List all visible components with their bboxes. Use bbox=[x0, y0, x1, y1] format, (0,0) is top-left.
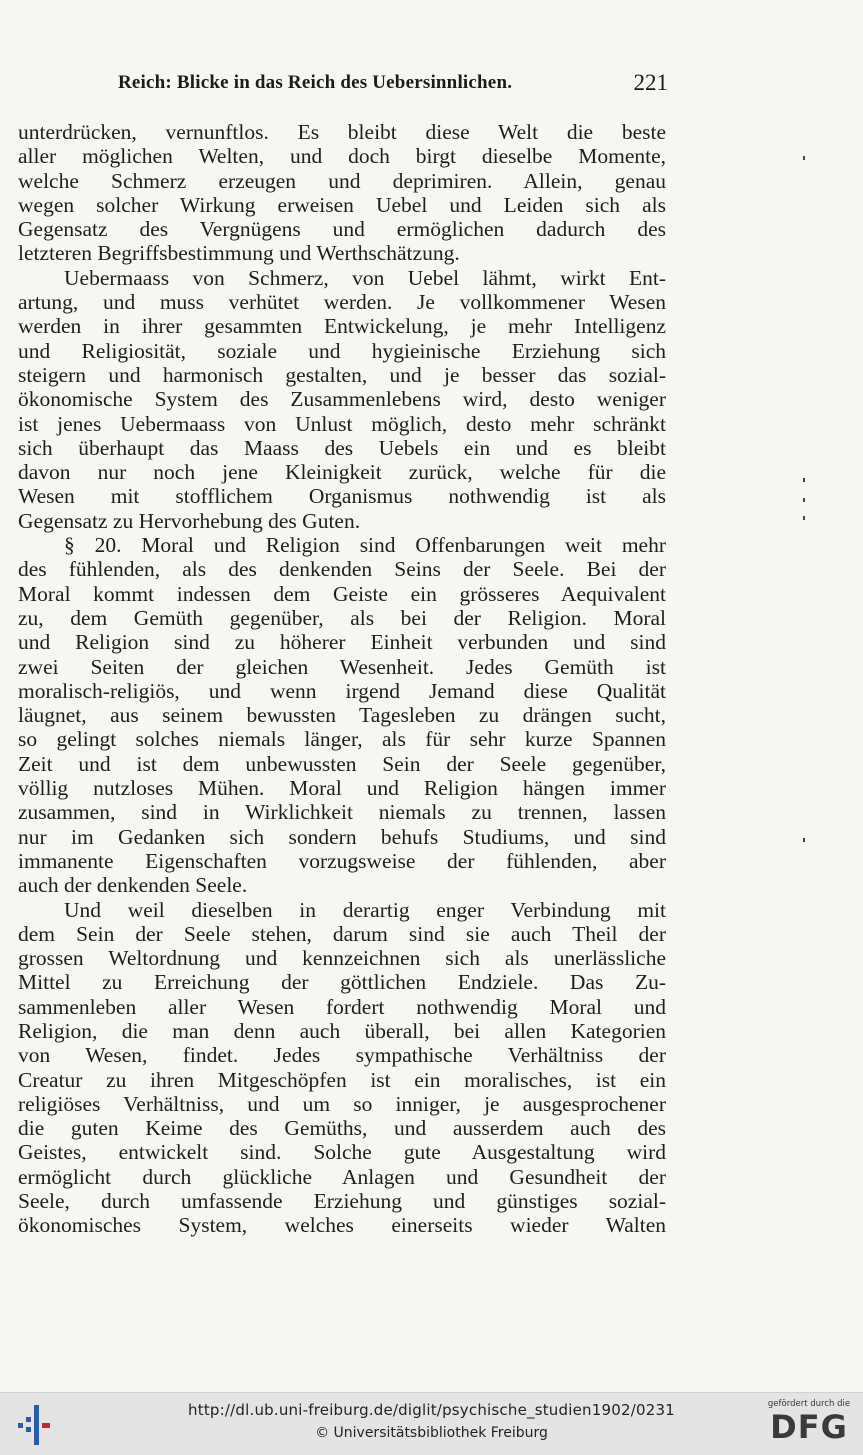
dfg-logo[interactable] bbox=[763, 1399, 855, 1451]
text-line: Uebermaass von Schmerz, von Uebel lähmt, wirkt Ent- bbox=[64, 265, 666, 290]
page-header bbox=[108, 68, 668, 102]
text-line: Religion, die man denn auch überall, bei allen Kategorien bbox=[18, 1018, 666, 1043]
text-line: Moral kommt indessen dem Geiste ein grösseres Aequivalent bbox=[18, 581, 666, 606]
text-line: und Religion sind zu höherer Einheit verbunden und sind bbox=[18, 630, 666, 655]
text-line: die guten Keime des Gemüths, und ausserdem auch des bbox=[18, 1116, 666, 1141]
text-line: moralisch-religiös, und wenn irgend Jemand diese Qualität bbox=[18, 678, 666, 703]
text-line: Wesen mit stofflichem Organismus nothwendig ist als bbox=[18, 484, 666, 509]
text-line: unterdrücken, vernunftlos. Es bleibt diese Welt die beste bbox=[18, 120, 666, 144]
margin-mark bbox=[803, 478, 805, 482]
text-line: davon nur noch jene Kleinigkeit zurück, welche für die bbox=[18, 460, 666, 485]
text-line: ist jenes Uebermaass von Unlust möglich, desto mehr schränkt bbox=[18, 411, 666, 436]
text-line: Und weil dieselben in derartig enger Verbindung mit bbox=[64, 897, 666, 922]
text-line: steigern und harmonisch gestalten, und je besser das sozial- bbox=[18, 362, 666, 387]
viewer-footer bbox=[0, 1392, 863, 1455]
text-line: aller möglichen Welten, und doch birgt dieselbe Momente, bbox=[18, 144, 666, 169]
text-line: des fühlenden, als des denkenden Seins der Seele. Bei der bbox=[18, 557, 666, 582]
text-line: so gelingt solches niemals länger, als für sehr kurze Spannen bbox=[18, 727, 666, 752]
text-line: Seele, durch umfassende Erziehung und günstiges sozial- bbox=[18, 1189, 666, 1214]
text-line: Creatur zu ihren Mitgeschöpfen ist ein moralisches, ist ein bbox=[18, 1067, 666, 1092]
text-line: wegen solcher Wirkung erweisen Uebel und Leiden sich als bbox=[18, 192, 666, 217]
text-line: Gegensatz des Vergnügens und ermöglichen dadurch des bbox=[18, 217, 666, 242]
text-line: welche Schmerz erzeugen und deprimiren. Allein, genau bbox=[18, 168, 666, 193]
text-line: dem Sein der Seele stehen, darum sind sie auch Theil der bbox=[18, 921, 666, 946]
text-line: läugnet, aus seinem bewussten Tagesleben zu drängen sucht, bbox=[18, 703, 666, 728]
text-line: und Religiosität, soziale und hygieinische Erziehung sich bbox=[18, 338, 666, 363]
text-line: immanente Eigenschaften vorzugsweise der fühlenden, aber bbox=[18, 848, 666, 873]
dfg-logo-text: DFG bbox=[770, 1408, 848, 1446]
text-line: sammenleben aller Wesen fordert nothwendig Moral und bbox=[18, 994, 666, 1019]
text-line: grossen Weltordnung und kennzeichnen sich als unerlässliche bbox=[18, 946, 666, 971]
text-line: artung, und muss verhütet werden. Je vollkommener Wesen bbox=[18, 290, 666, 315]
text-line: völlig nutzloses Mühen. Moral und Religion hängen immer bbox=[18, 776, 666, 801]
text-line: Geistes, entwickelt sind. Solche gute Ausgestaltung wird bbox=[18, 1140, 666, 1165]
margin-mark bbox=[803, 838, 805, 842]
footer-url-link[interactable]: http://dl.ub.uni-freiburg.de/diglit/psychische_studien1902/0231 bbox=[188, 1401, 675, 1419]
text-line: ökonomisches System, welches einerseits wieder Walten bbox=[18, 1213, 666, 1238]
footer-copyright: © Universitätsbibliothek Freiburg bbox=[315, 1425, 548, 1441]
text-line: zusammen, sind in Wirklichkeit niemals zu trennen, lassen bbox=[18, 800, 666, 825]
text-line: Zeit und ist dem unbewussten Sein der Seele gegenüber, bbox=[18, 751, 666, 776]
text-line: religiöses Verhältniss, und um so inniger, je ausgesprochener bbox=[18, 1091, 666, 1116]
text-line: ermöglicht durch glückliche Anlagen und Gesundheit der bbox=[18, 1164, 666, 1189]
text-line: sich überhaupt das Maass des Uebels ein und es bleibt bbox=[18, 435, 666, 460]
text-line: von Wesen, findet. Jedes sympathische Verhältniss der bbox=[18, 1043, 666, 1068]
text-line: nur im Gedanken sich sondern behufs Studiums, und sind bbox=[18, 824, 666, 849]
page-number: 221 bbox=[633, 70, 668, 95]
text-line: ökonomische System des Zusammenlebens wird, desto weniger bbox=[18, 387, 666, 412]
text-line: auch der denkenden Seele. bbox=[18, 873, 248, 898]
text-line: zwei Seiten der gleichen Wesenheit. Jedes Gemüth ist bbox=[18, 654, 666, 679]
text-line: Gegensatz zu Hervorhebung des Guten. bbox=[18, 508, 361, 533]
margin-mark bbox=[803, 156, 805, 160]
margin-mark bbox=[803, 498, 805, 502]
text-line: zu, dem Gemüth gegenüber, als bei der Religion. Moral bbox=[18, 605, 666, 630]
dfg-caption: gefördert durch die bbox=[767, 1399, 851, 1409]
text-line: werden in ihrer gesammten Entwickelung, je mehr Intelligenz bbox=[18, 314, 666, 339]
body-text bbox=[18, 120, 666, 1238]
text-line: § 20. Moral und Religion sind Offenbarungen weit mehr bbox=[64, 533, 666, 558]
text-line: Mittel zu Erreichung der göttlichen Endziele. Das Zu- bbox=[18, 970, 666, 995]
text-line: letzteren Begriffsbestimmung und Werthschätzung. bbox=[18, 241, 460, 266]
running-head: Reich: Blicke in das Reich des Uebersinnlichen. bbox=[118, 72, 513, 93]
margin-mark bbox=[803, 516, 805, 520]
